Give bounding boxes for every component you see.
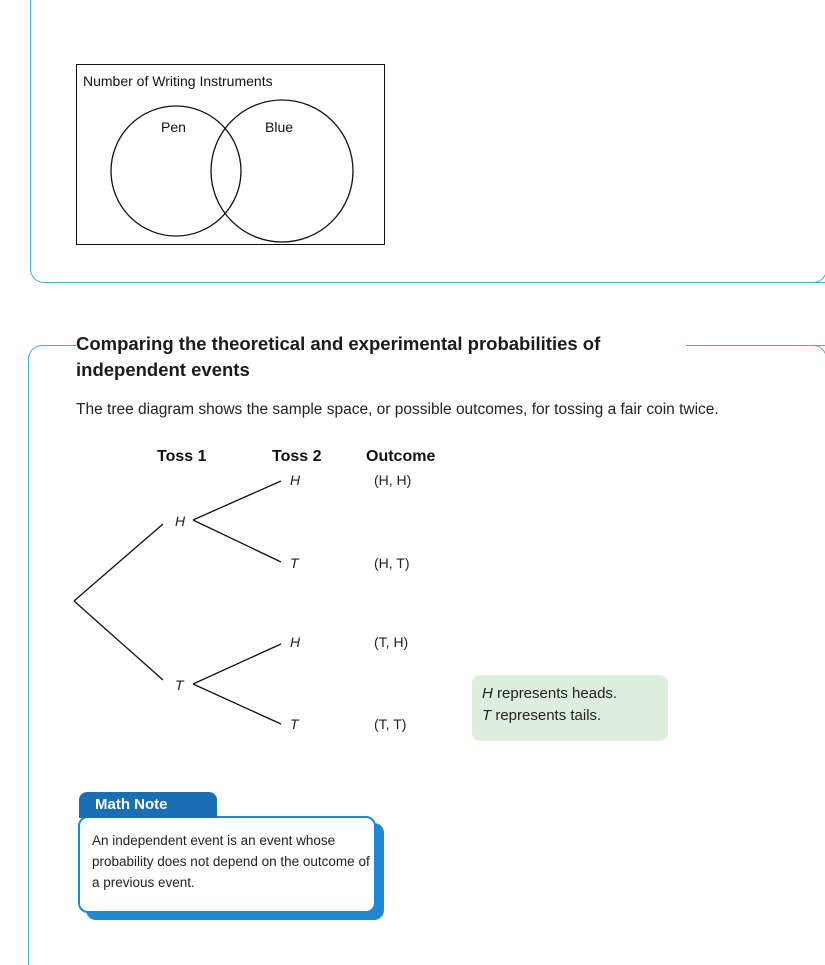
legend-tails <box>482 705 658 727</box>
intro-paragraph: The tree diagram shows the sample space, or possible outcomes, for tossing a fair coin twice. <box>76 401 719 418</box>
header-toss-1: Toss 1 <box>157 448 207 465</box>
node-toss2-ht: T <box>290 555 299 571</box>
branch-t-t <box>193 684 281 724</box>
legend-heads <box>482 683 658 705</box>
outcome-th: (T, H) <box>374 634 409 650</box>
branch-h-h <box>193 481 281 520</box>
node-toss2-th: H <box>290 634 301 650</box>
legend-heads-symbol: H <box>482 685 493 702</box>
node-toss2-tt: T <box>290 716 299 732</box>
branch-t-h <box>193 644 281 684</box>
header-toss-2: Toss 2 <box>272 448 322 465</box>
venn-label-blue: Blue <box>265 119 294 135</box>
outcome-ht: (H, T) <box>374 555 410 571</box>
venn-title: Number of Writing Instruments <box>83 73 273 89</box>
outcome-tt: (T, T) <box>374 716 407 732</box>
legend-heads-text: represents heads. <box>492 685 618 702</box>
legend-tails-symbol: T <box>482 707 492 724</box>
node-toss1-t: T <box>175 677 184 693</box>
header-outcome: Outcome <box>366 448 436 465</box>
math-note-text: An independent event is an event whose probability does not depend on the outcome of a previous event. <box>92 833 370 890</box>
venn-label-pen: Pen <box>161 119 186 135</box>
outcome-hh: (H, H) <box>374 472 412 488</box>
branch-h-t <box>193 520 281 562</box>
node-toss1-h: H <box>175 513 186 529</box>
section-heading: Comparing the theoretical and experimental probabilities of independent events <box>76 331 686 383</box>
math-note-title: Math Note <box>79 792 217 818</box>
legend-note <box>472 675 668 741</box>
legend-tails-text: represents tails. <box>491 707 602 724</box>
branch-root-h <box>74 524 163 601</box>
branch-root-t <box>74 601 163 680</box>
node-toss2-hh: H <box>290 472 301 488</box>
